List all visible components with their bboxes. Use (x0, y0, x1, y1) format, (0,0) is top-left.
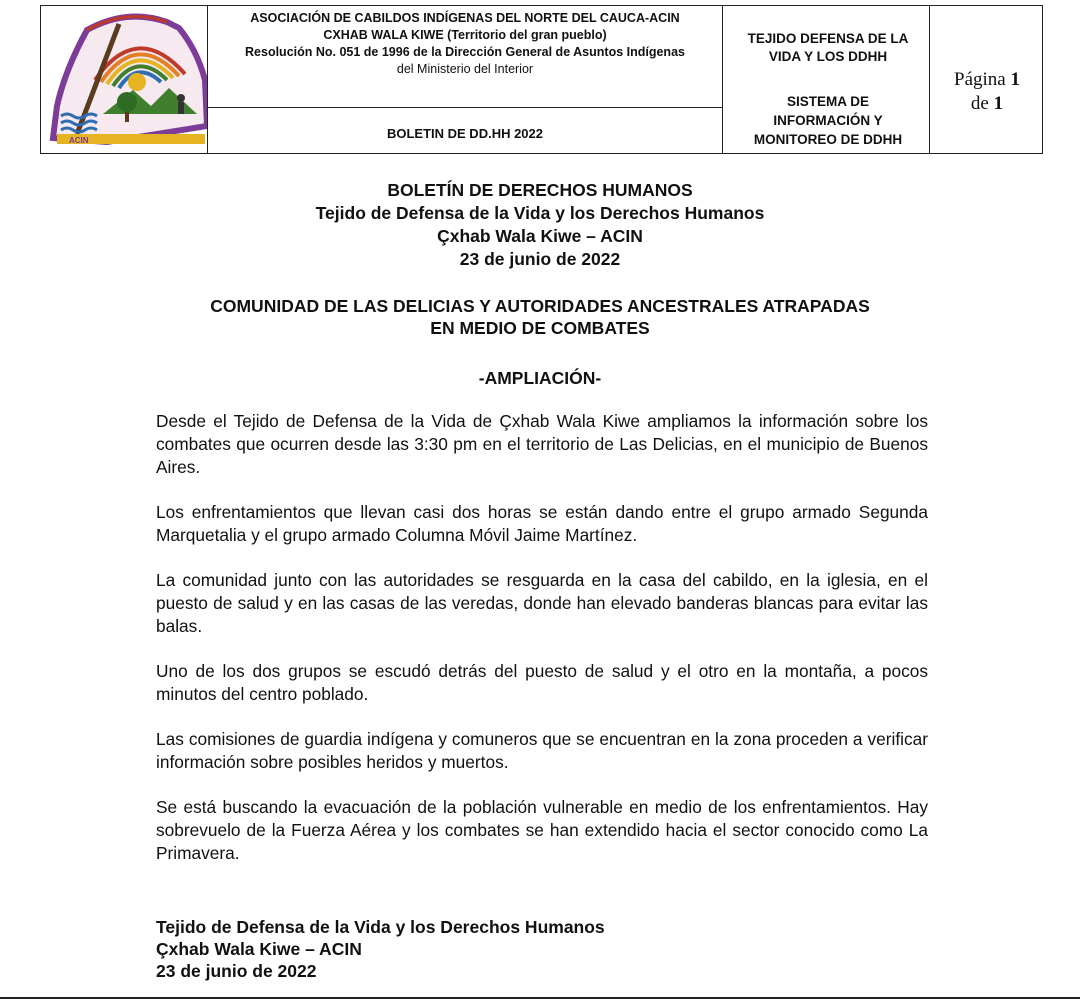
signature-block (156, 916, 605, 982)
header-divider (207, 107, 722, 108)
signature-line: 23 de junio de 2022 (156, 961, 317, 981)
tejido-label (725, 30, 931, 66)
body-paragraph: Los enfrentamientos que llevan casi dos horas se están dando entre el grupo armado Segunda Marquetalia y el grupo armado Columna Móvil Jaime Martínez. (156, 502, 928, 545)
organization-info (209, 10, 721, 106)
bulletin-date: 23 de junio de 2022 (459, 249, 621, 269)
ampliacion-label: -AMPLIACIÓN- (478, 368, 602, 388)
bulletin-subtitle: Tejido de Defensa de la Vida y los Derechos Humanos (315, 203, 765, 223)
headline (0, 295, 1080, 339)
logo-text: ACIN (69, 136, 89, 145)
headline-line: EN MEDIO DE COMBATES (430, 318, 650, 338)
sistema-line: INFORMACIÓN Y (773, 113, 883, 128)
sistema-line: SISTEMA DE (786, 94, 869, 109)
sistema-line: MONITOREO DE DDHH (753, 132, 903, 147)
body-paragraph: Se está buscando la evacuación de la población vulnerable en medio de los enfrentamientos. Hay sobrevuelo de la Fuerza Aérea y los combates se han extendido hacia el sector conocido como La Primavera. (156, 797, 928, 863)
page-total: 1 (993, 93, 1004, 114)
bulletin-title-block (0, 179, 1080, 271)
org-name: ASOCIACIÓN DE CABILDOS INDÍGENAS DEL NORTE DEL CAUCA-ACIN (250, 11, 680, 25)
header-divider (207, 6, 208, 153)
sistema-label (725, 92, 931, 149)
page-word: Página (954, 69, 1006, 90)
page-bottom-rule (0, 997, 1080, 999)
signature-line: Tejido de Defensa de la Vida y los Derechos Humanos (156, 917, 605, 937)
tejido-line: TEJIDO DEFENSA DE LA (747, 31, 909, 46)
body-paragraph: Uno de los dos grupos se escudó detrás del puesto de salud y el otro en la montaña, a pocos minutos del centro poblado. (156, 661, 928, 704)
org-ministry: del Ministerio del Interior (396, 62, 534, 76)
bulletin-title: BOLETÍN DE DERECHOS HUMANOS (387, 180, 693, 200)
body-paragraph: Las comisiones de guardia indígena y comuneros que se encuentran en la zona proceden a verificar información sobre posibles heridos y muertos. (156, 729, 928, 772)
headline-line: COMUNIDAD DE LAS DELICIAS Y AUTORIDADES ANCESTRALES ATRAPADAS (210, 296, 870, 316)
page-of: de (970, 93, 989, 114)
org-resolution: Resolución No. 051 de 1996 de la Dirección General de Asuntos Indígenas (245, 45, 685, 59)
bulletin-label: BOLETIN DE DD.HH 2022 (386, 126, 544, 141)
body-paragraph: La comunidad junto con las autoridades se resguarda en la casa del cabildo, en la iglesia, en el puesto de salud y en las casas de las veredas, donde han elevado banderas blancas para evitar las balas. (156, 570, 928, 636)
org-territory: CXHAB WALA KIWE (Territorio del gran pueblo) (323, 28, 607, 42)
document-header-table (40, 5, 1043, 154)
header-divider (722, 6, 723, 153)
bulletin-org: Çxhab Wala Kiwe – ACIN (437, 226, 643, 246)
page-number: 1 (1010, 69, 1020, 90)
bulletin-body (156, 410, 928, 887)
signature-line: Çxhab Wala Kiwe – ACIN (156, 939, 362, 959)
body-paragraph: Desde el Tejido de Defensa de la Vida de Çxhab Wala Kiwe ampliamos la información sobre los combates que ocurren desde las 3:30 pm en el territorio de Las Delicias, en el municipio de Buenos Aires. (156, 411, 928, 477)
page-indicator (933, 68, 1041, 116)
acin-logo (47, 10, 207, 150)
tejido-line: VIDA Y LOS DDHH (768, 49, 888, 64)
